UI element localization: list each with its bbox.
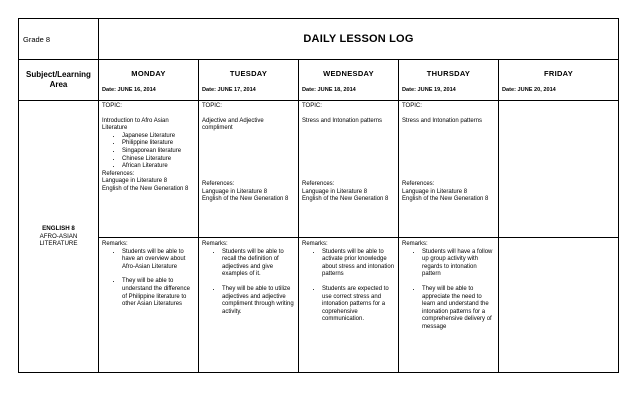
remarks-cell-monday (99, 238, 199, 373)
remarks-cell-tuesday (199, 238, 299, 373)
remarks-cell-friday (499, 238, 619, 373)
day-name: WEDNESDAY (323, 69, 374, 78)
reference-item: Language in Literature 8 (102, 178, 168, 185)
list-item: • Students will be able to recall the definition of adjectives and give examples of it. (222, 249, 295, 279)
topic-cell-monday (99, 101, 199, 238)
day-date: Date: JUNE 20, 2014 (502, 87, 556, 93)
list-item: • Students will be able to have an overview about Afro-Asian Literature (122, 249, 195, 272)
day-date: Date: JUNE 19, 2014 (402, 87, 456, 93)
remarks-label: Remarks: (102, 241, 128, 247)
topic-label: TOPIC: (202, 103, 222, 109)
topic-cell-wednesday (299, 101, 399, 238)
topic-label: TOPIC: (102, 103, 122, 109)
references-label: References: (402, 181, 435, 187)
references-label: References: (302, 181, 335, 187)
topic-cell-thursday (399, 101, 499, 238)
list-item: • They will be able to understand the difference of Philippine literature to other Asian Literatures (122, 278, 195, 308)
topic-text: Stress and Intonation patterns (402, 117, 483, 124)
day-name: FRIDAY (543, 69, 574, 78)
list-item: • Students are expected to use correct stress and intonation patterns for a coprehensive communication. (322, 286, 395, 324)
subject-line: AFRO-ASIAN (39, 232, 78, 240)
list-item: • Japanese Literature (122, 133, 195, 141)
reference-item: English of the New Generation 8 (102, 185, 189, 192)
subject-line: ENGLISH 8 (42, 225, 75, 233)
topic-cell-friday (499, 101, 619, 238)
topic-list (102, 133, 195, 171)
remarks-label: Remarks: (202, 241, 228, 247)
remarks-cell-wednesday (299, 238, 399, 373)
grade-label: Grade 8 (23, 34, 51, 44)
reference-item: English of the New Generation 8 (402, 196, 489, 203)
list-item: • African Literature (122, 163, 195, 171)
list-item: • They will be able to utilize adjectives and adjective compliment through writing activity. (222, 286, 295, 316)
subject-line: LITERATURE (39, 240, 78, 248)
reference-item: English of the New Generation 8 (202, 196, 289, 203)
day-header-wednesday (299, 60, 399, 101)
header-row (19, 60, 619, 101)
references (402, 181, 495, 204)
remarks-label: Remarks: (402, 241, 428, 247)
topic-cell-tuesday (199, 101, 299, 238)
references-label: References: (202, 181, 235, 187)
list-item: • Singaporean literature (122, 148, 195, 156)
references (202, 181, 295, 204)
topic-row (19, 101, 619, 238)
list-item: • Chinese Literature (122, 156, 195, 164)
remarks-list (102, 249, 195, 309)
reference-item: Language in Literature 8 (402, 188, 468, 195)
list-item: • Students will be able to activate prior knowledge about stress and intonation patterns (322, 249, 395, 279)
subject-label: Subject/Learning Area (26, 70, 91, 89)
topic-label: TOPIC: (302, 103, 322, 109)
remarks-list (302, 249, 395, 324)
day-date: Date: JUNE 17, 2014 (202, 87, 256, 93)
remarks-cell-thursday (399, 238, 499, 373)
day-name: TUESDAY (229, 69, 268, 78)
remarks-list (202, 249, 295, 317)
remarks-list (402, 249, 495, 332)
topic-text: Stress and Intonation patterns (302, 117, 383, 124)
day-name: MONDAY (131, 69, 166, 78)
list-item: • Philippine literature (122, 140, 195, 148)
day-name: THURSDAY (426, 69, 471, 78)
lesson-log-table (18, 18, 619, 373)
topic-text: Introduction to Afro Asian Literature (102, 117, 169, 132)
list-item: • They will be able to appreciate the need to learn and understand the intonation patterns for a comprehensive delivery of message (422, 286, 495, 332)
references (102, 171, 195, 194)
remarks-label: Remarks: (302, 241, 328, 247)
day-header-monday (99, 60, 199, 101)
topic-label: TOPIC: (402, 103, 422, 109)
title-row (19, 19, 619, 60)
reference-item: Language in Literature 8 (202, 188, 268, 195)
topic-text: Adjective and Adjective compliment (202, 117, 264, 132)
list-item: • Students will have a follow up group activity with regards to intonation pattern (422, 249, 495, 279)
day-date: Date: JUNE 18, 2014 (302, 87, 356, 93)
reference-item: English of the New Generation 8 (302, 196, 389, 203)
title-cell (99, 19, 619, 60)
reference-item: Language in Literature 8 (302, 188, 368, 195)
subject-header (19, 60, 99, 101)
day-header-friday (499, 60, 619, 101)
subject-cell (19, 101, 99, 373)
page-title: DAILY LESSON LOG (303, 33, 414, 45)
remarks-row (19, 238, 619, 373)
references (302, 181, 395, 204)
grade-cell (19, 19, 99, 60)
day-header-tuesday (199, 60, 299, 101)
day-header-thursday (399, 60, 499, 101)
day-date: Date: JUNE 16, 2014 (102, 87, 156, 93)
references-label: References: (102, 170, 135, 177)
